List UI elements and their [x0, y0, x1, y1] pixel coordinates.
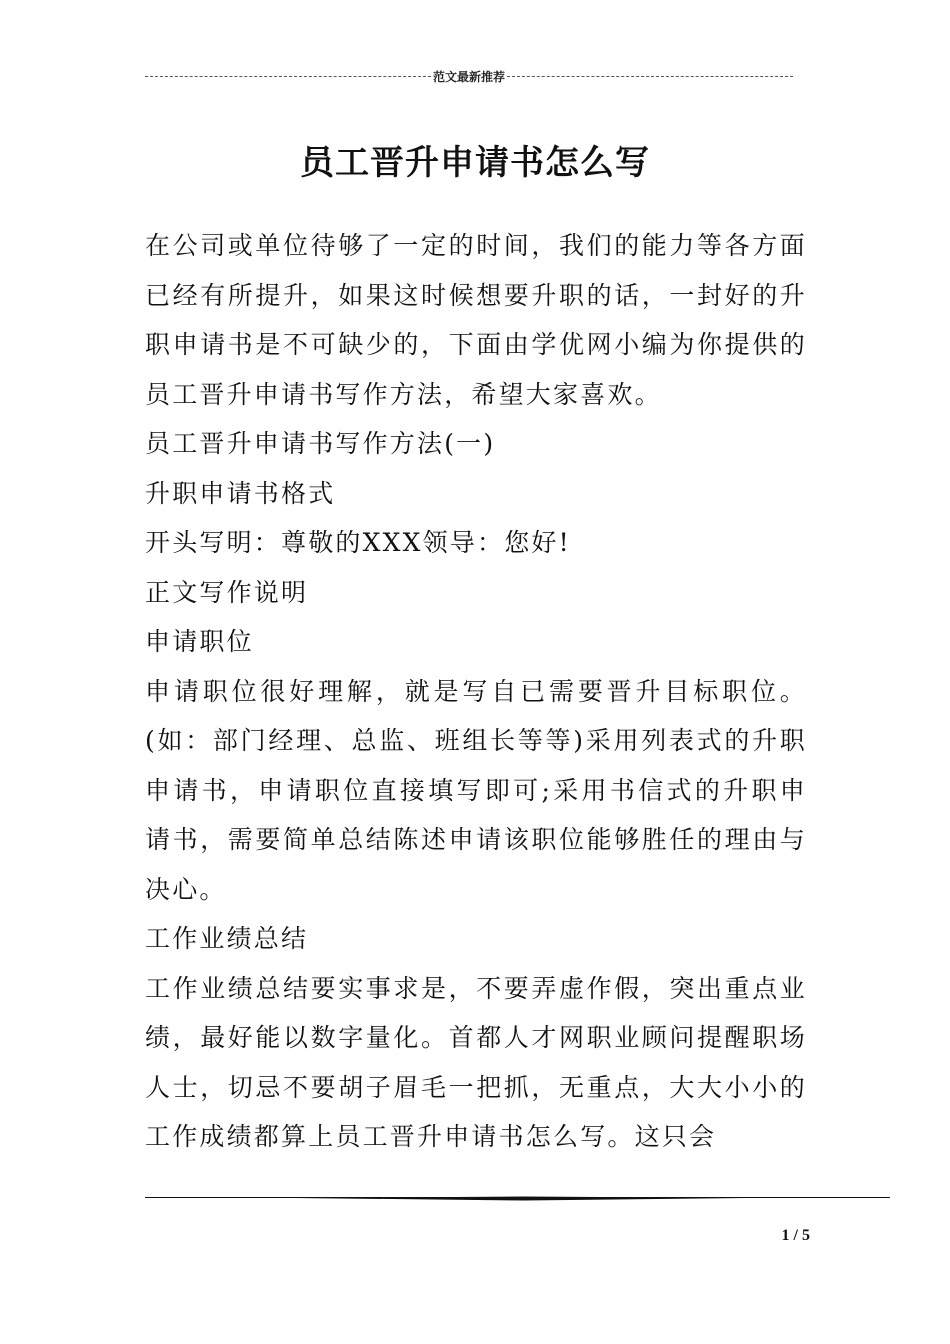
footer-divider — [145, 1196, 890, 1201]
document-title: 员工晋升申请书怎么写 — [300, 143, 650, 183]
header-banner-label: 范文最新推荐 — [433, 69, 506, 84]
paragraph-performance-text: 工作业绩总结要实事求是，不要弄虚作假，突出重点业绩，最好能以数字量化。首都人才网职业顾问提醒职场人士，切忌不要胡子眉毛一把抓，无重点，大大小小的工作成绩都算上员工晋升申请书怎么写。这只会 — [145, 973, 807, 1151]
paragraph-format-heading: 升职申请书格式 — [145, 478, 336, 508]
paragraph-performance-heading: 工作业绩总结 — [145, 924, 309, 953]
header-banner — [145, 66, 793, 86]
paragraph-position-heading: 申请职位 — [145, 627, 254, 656]
paragraph-opening: 开头写明：尊敬的XXX领导：您好! — [145, 528, 571, 557]
document-body — [145, 221, 807, 1162]
paragraph-position-text: 申请职位很好理解，就是写自已需要晋升目标职位。(如：部门经理、总监、班组长等等)采用列表式的升职申请书，申请职位直接填写即可;采用书信式的升职申请书，需要简单总结陈述申请该职位能够胜任的理由与决心。 — [145, 676, 807, 904]
header-dash-right — [507, 76, 793, 77]
paragraph-section-heading: 员工晋升申请书写作方法(一) — [145, 429, 496, 458]
page-number: 1 / 5 — [781, 1227, 810, 1244]
paragraph-intro: 在公司或单位待够了一定的时间，我们的能力等各方面已经有所提升，如果这时候想要升职的话，一封好的升职申请书是不可缺少的，下面由学优网小编为你提供的员工晋升申请书写作方法，希望大家喜欢。 — [145, 231, 807, 409]
paragraph-body-heading: 正文写作说明 — [145, 577, 309, 607]
header-dash-left — [145, 76, 431, 77]
